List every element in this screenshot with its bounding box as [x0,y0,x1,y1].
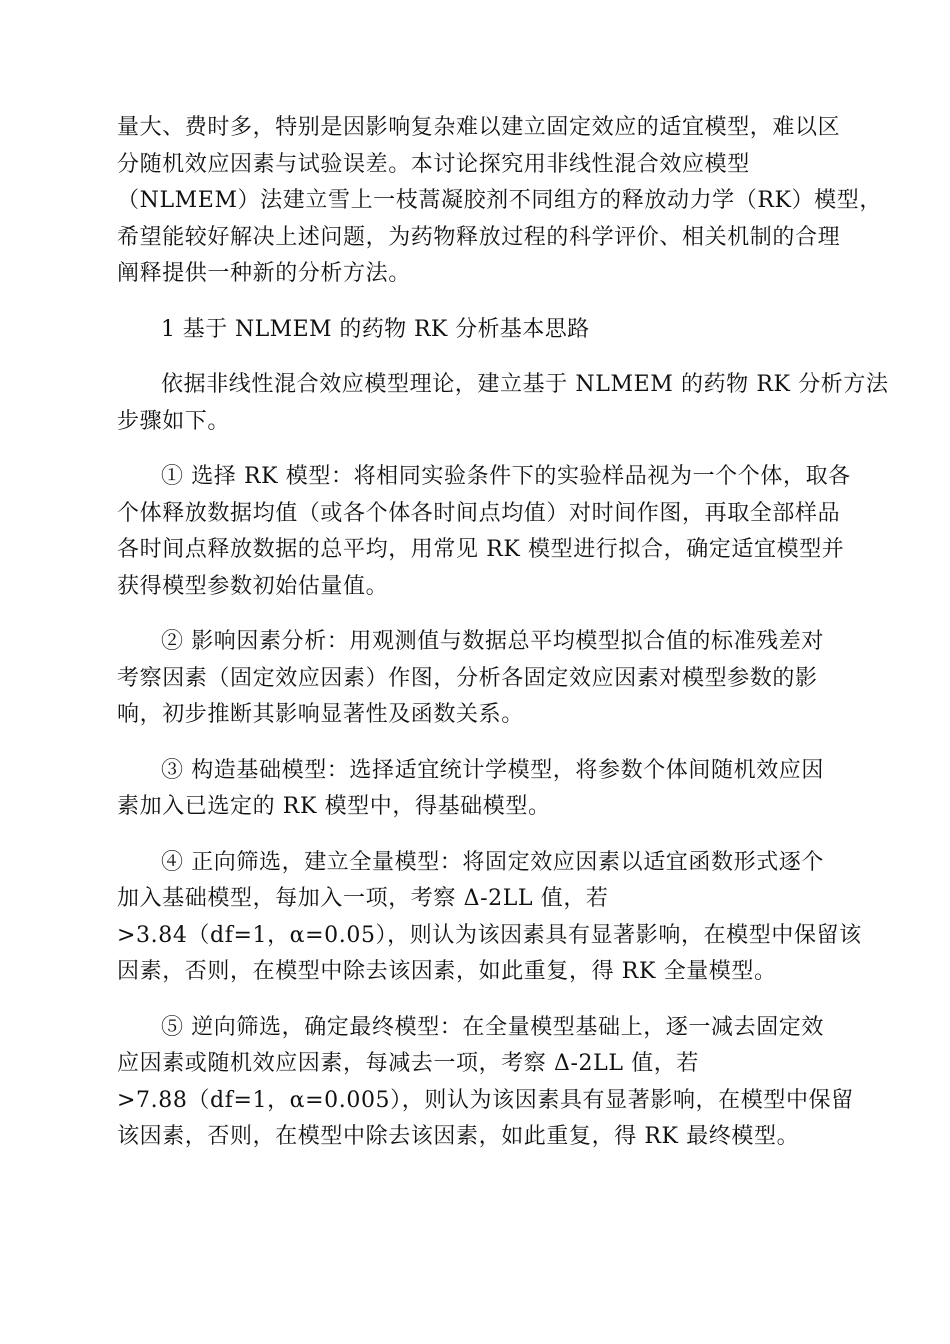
text-line: >3.84（df=1，α=0.05），则认为该因素具有显著影响，在模型中保留该 [117,922,862,948]
paragraph-spacer [117,293,833,312]
lead-paragraph [117,367,889,440]
step-4-paragraph [117,845,862,991]
paragraph-spacer [117,440,833,459]
text-line: >7.88（df=1，α=0.005），则认为该因素具有显著影响，在模型中保留 [117,1087,854,1113]
step-2-paragraph [117,624,833,734]
text-line: ⑤ 逆向筛选，确定最终模型：在全量模型基础上，逐一减去固定效 [161,1014,824,1040]
step-1-paragraph [117,459,851,605]
paragraph-spacer [117,991,833,1010]
step-5-paragraph [117,1010,854,1156]
text-line: ④ 正向筛选，建立全量模型：将固定效应因素以适宜函数形式逐个 [161,849,824,875]
text-line: 量大、费时多，特别是因影响复杂难以建立固定效应的适宜模型，难以区 [117,115,841,140]
step-3-paragraph [117,753,833,826]
text-line: 个体释放数据均值（或各个体各时间点均值）对时间作图，再取全部样品 [117,500,841,526]
text-line: 应因素或随机效应因素，每减去一项，考察 Δ-2LL 值，若 [117,1051,699,1076]
text-line: 加入基础模型，每加入一项，考察 Δ-2LL 值，若 [117,886,609,911]
text-line: （NLMEM）法建立雪上一枝蒿凝胶剂不同组方的释放动力学（RK）模型， [117,188,882,213]
text-line: 依据非线性混合效应模型理论，建立基于 NLMEM 的药物 RK 分析方法 [161,372,889,397]
text-line: 素加入已选定的 RK 模型中，得基础模型。 [117,794,551,819]
text-line: ① 选择 RK 模型：将相同实验条件下的实验样品视为一个个体，取各 [161,464,851,489]
paragraph-spacer [117,348,833,367]
text-line: 分随机效应因素与试验误差。本讨论探究用非线性混合效应模型 [117,151,750,177]
intro-paragraph [117,110,882,293]
paragraph-spacer [117,734,833,753]
text-line: 因素，否则，在模型中除去该因素，如此重复，得 RK 全量模型。 [117,959,777,984]
text-line: 步骤如下。 [117,408,231,434]
text-line: ② 影响因素分析：用观测值与数据总平均模型拟合值的标准残差对 [161,629,824,654]
text-line: 考察因素（固定效应因素）作图，分析各固定效应因素对模型参数的影 [117,665,818,691]
text-line: 希望能较好解决上述问题，为药物释放过程的科学评价、相关机制的合理 [117,224,841,250]
text-line: 该因素，否则，在模型中除去该因素，如此重复，得 RK 最终模型。 [117,1124,800,1149]
paragraph-spacer [117,826,833,845]
section-heading: 1 基于 NLMEM 的药物 RK 分析基本思路 [161,316,590,342]
paragraph-spacer [117,605,833,624]
text-line: 各时间点释放数据的总平均，用常见 RK 模型进行拟合，确定适宜模型并 [117,537,845,562]
document-body [117,110,889,1156]
text-line: 获得模型参数初始估量值。 [117,573,389,599]
text-line: 响，初步推断其影响显著性及函数关系。 [117,702,524,727]
text-line: ③ 构造基础模型：选择适宜统计学模型，将参数个体间随机效应因 [161,757,824,783]
text-line: 阐释提供一种新的分析方法。 [117,261,411,286]
